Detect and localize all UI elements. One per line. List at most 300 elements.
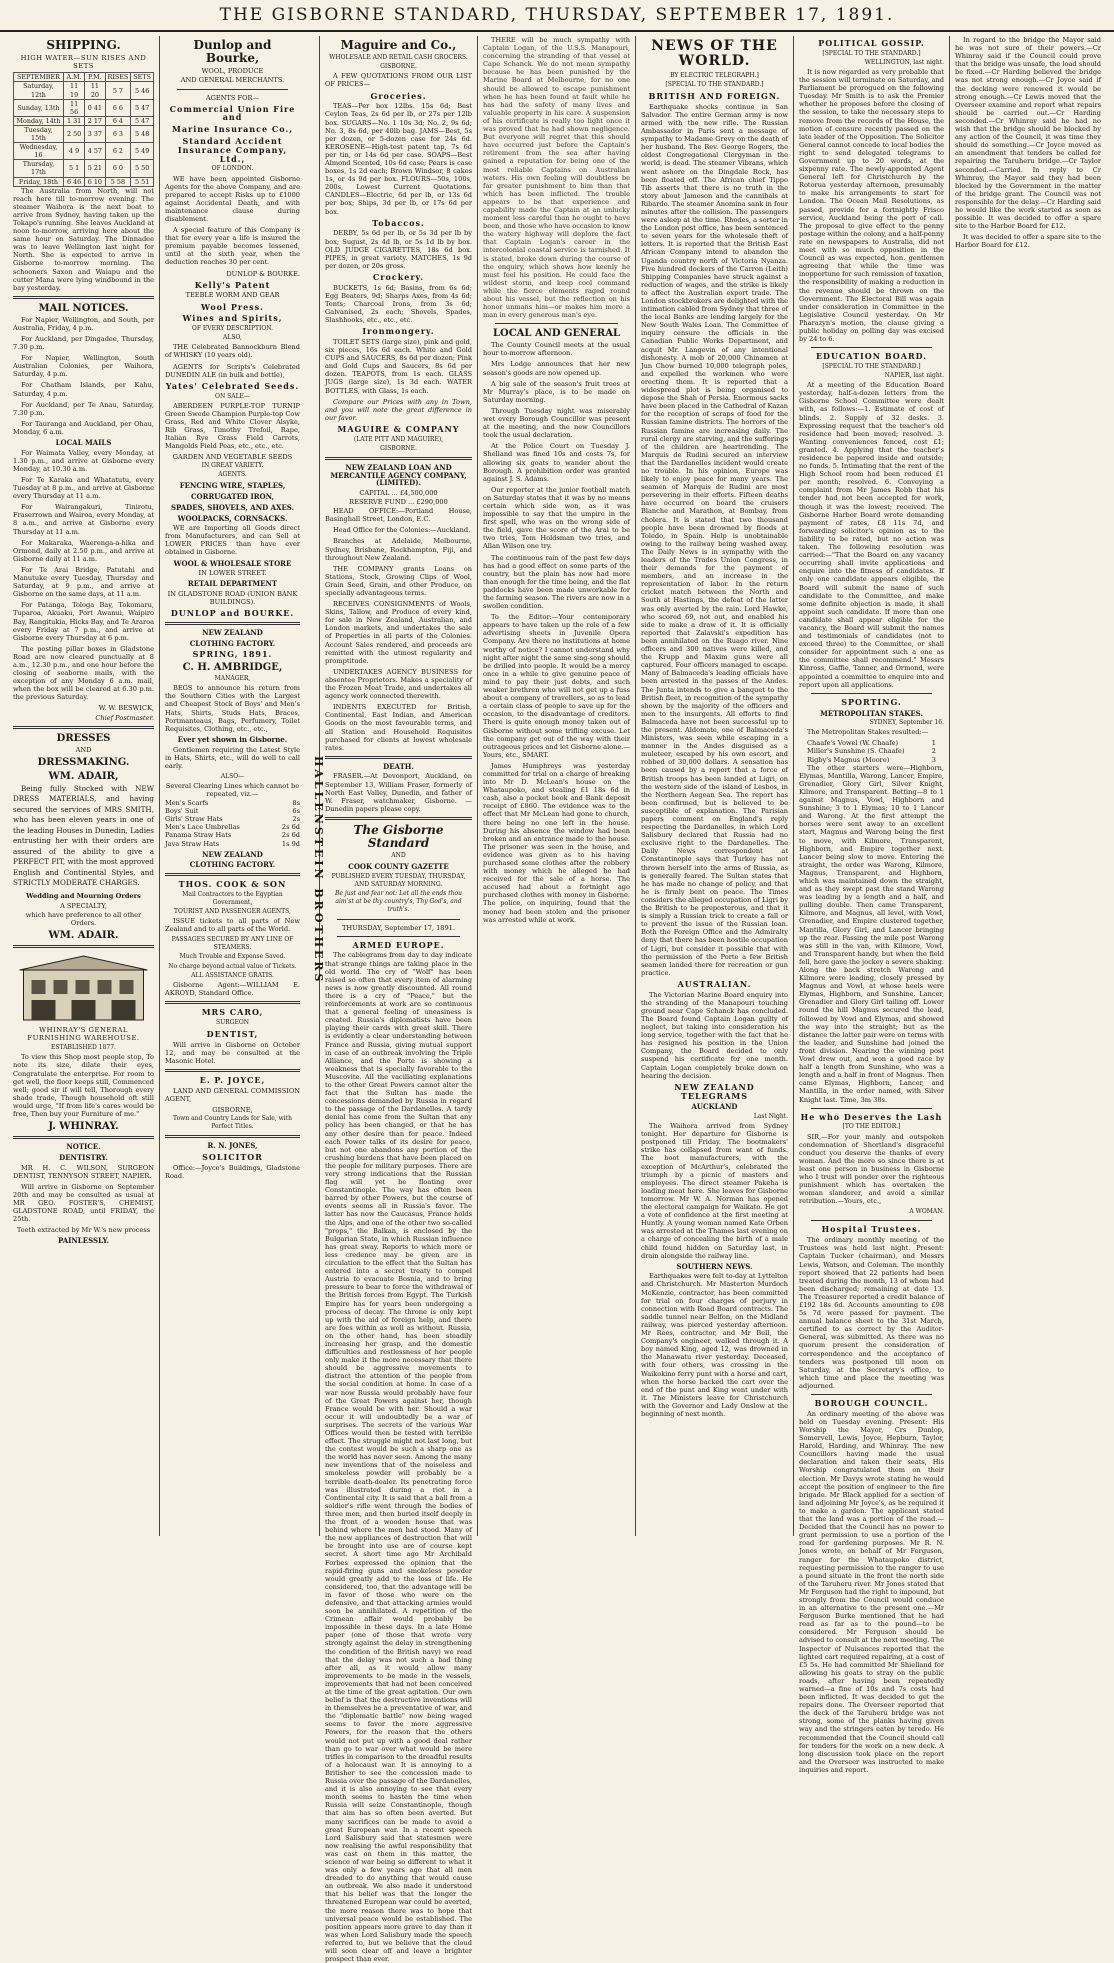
tide-cell: 1 31 — [63, 116, 84, 125]
list-item — [799, 739, 944, 747]
nzloan-reserve: RESERVE FUND ... £290,000 — [349, 498, 448, 507]
line-item-name: Java Straw Hats — [165, 839, 220, 848]
dunlop-store2: IN LOWER STREET. — [198, 569, 267, 578]
tide-cell: 5 49 — [131, 143, 154, 160]
adair-body: Being fully Stocked with NEW DRESS MATERIALS, and having secured the services of MRS SMITH, who has been eleven years in one of the leading Houses in Dunedin, Ladies entrusting her with their orders are assured of the ability to give a PERFECT FIT, with the most approved English and Continental Styles, and STRICTLY MODERATE CHARGES. — [13, 783, 154, 888]
nzloan-p1: THE COMPANY grants Loans on Stations, Stock, Growing Clips of Wool, Grain Seed, Grain, and other Produce, on specially advantageous terms. — [325, 564, 472, 598]
divider — [13, 726, 154, 729]
local-item: The County Council meets at the usual hour to-morrow afternoon. — [483, 341, 630, 358]
dentistry-body: MR H. C. WILSON, SURGEON DENTIST, TENNYSON STREET, NAPIER. — [13, 1163, 154, 1180]
dunlop-marine: Marine Insurance Co., — [172, 124, 293, 135]
divider — [325, 817, 472, 820]
list-item — [165, 823, 300, 831]
maguire-crockery-text: BUCKETS, 1s 6d; Basins, from 6s 6d; Egg Beaters, 9d; Sharps Axes, from 4s 6d; Tents; Charcoal Irons, from 3s 6d; Galvanised, 2s each; Shovels, Spades, Slashhooks, etc., etc., etc. — [325, 283, 472, 325]
maguire-gisborne: GISBORNE. — [380, 444, 417, 452]
tide-cell: 3 37 — [85, 125, 105, 142]
tide-cell: 5 1 — [63, 160, 84, 177]
local-item: Mrs Lodge announces that her new season's goods are now opened up. — [483, 360, 630, 377]
adair-dresses: DRESSES — [56, 732, 111, 744]
adair-specialty: A SPECIALTY, — [60, 901, 107, 910]
tide-cell: 5 47 — [131, 99, 154, 116]
table-row — [14, 160, 154, 177]
paper-pub: PUBLISHED EVERY TUESDAY, THURSDAY, AND SATURDAY MORNING. — [331, 873, 466, 889]
result-place: 1 — [931, 739, 936, 748]
maguire-groceries: Groceries. — [370, 90, 427, 101]
result-horse: Miller's Sunshine (S. Chaafe) — [807, 747, 905, 756]
dentistry-teeth: Teeth extracted by Mr W.'s new process — [16, 1226, 151, 1235]
tide-cell: Thursday, 17th — [14, 160, 64, 177]
political-special: [SPECIAL TO THE STANDARD.] — [822, 49, 921, 57]
dunlop-standard: Standard Accident Insurance Company, Ltd., — [177, 136, 288, 164]
paper-sub: COOK COUNTY GAZETTE — [348, 862, 449, 872]
cook-trouble: Much Trouble and Expense Saved. — [179, 953, 286, 961]
tide-cell: 4 57 — [85, 143, 105, 160]
mail-signature: W. W. BESWICK, — [98, 704, 154, 713]
line-item-price: 6s — [292, 807, 300, 816]
sporting-dateline: SYDNEY, September 16. — [869, 719, 944, 727]
list-item — [165, 840, 300, 848]
europe-text: The cablegrams from day to day indicate that strange things are taking place in the old world. The cry of "Wolf" has been raised so often that every item of alarming news is now greatly discounted. All round there is a cry of "Peace," but the reinforcements at work are so continuous that a general feeling of uneasiness is created. Russia's diplomatists have been playing their cards with great skill. There is evidently a clear understanding between France and Russia, giving mutual support in case of an outbreak involving the Triple Alliance, and the Porte is showing a weakness that is specially favorable to the Muscovite. All the vacillating explanations to the other Great Powers cannot alter the fact that the Sultan has made the concessions demanded by Russia in regard to the passage of the Dardanelles. A tardy denial has come from the Sultan that any policy has been changed, or that he has any other desire than for peace. Indeed each Power talks of its desire for peace, but not one abandons any portion of the crushing burdens that have been placed on the people for military purposes. There are very strong indications that the Russian flag will yet be floating over Constantinople. The way has often been barred by other Powers, but the course of events seems all in Russia's favor. The latter has now the Caucasus, France holds the Alps, and one of the other two so-called "props," the Balkan, is enclosed by the Bulgarian State, in which Russian influence has great sway. Reports to which more or less credence may be given are in circulation to the effect that the Sultan has entered into a secret treaty to compel Austria to evacuate Bosnia, and to bring pressure to bear to force the withdrawal of the British forces from Egypt. The Turkish Empire has for years been undergoing a process of decay. The throne is only kept up with the aid of foreign help, and there are foes within as well as without. Russia, on the other hand, has been steadily increasing her grasp, and the domestic difficulties and restlessness of her people only make it the more necessary that there should be aggressive movements to distract the attention of the people from the social condition at home. In case of a war now Russia would probably have four of the Great Powers against her, though France would be with her. Should a war occur it will undoubtedly be a war of surprises. The secrets of the various War Offices would then be tested with terrible effect. The struggle might not last long, but the contest would be such a sharp one as the world has never seen. Among the many new inventions that of the noiseless and smokeless powder will probably be a terrible death-dealer. Its penetrating force was illustrated during a riot in a Continental city. It is said that a ball from a soldier's rifle went through the bodies of three men, and then buried itself deeply in the front of a wooden house that was behind where the men had stood. Many of the new appliances of destruction that will be brought into use are of course kept secret. A short time ago Mr Archibald Forbes expressed the opinion that the rapid-firing guns and smokeless powder would greatly add to the loss of life. He considered, too, that the advantage will be in favor of those who were on the defensive, and that attacking armies would soon be annihilated. A repetition of the Crimean affair would probably be impossible in these days. In a late Home paper (one of those that wrote very strongly against the delay in strengthening the condition of the British navy) we read that the delay was not such a bad thing after all, as it would allow many improvements to be made in the vessels, improvements that had not been conceived at the time of the great agitation. Our own belief is that the destructive inventions will in themselves be a preventative of war, and the "diplomatic battle" now being waged seems to favor the more aggressive Powers, for the reason that the others would not put up with a good deal rather than go to war over what would be mere trifles in comparison to the dreadful results of a holocaust war. It is annoying to a Britisher to see the concession made to Russia over the passage of the Dardanelles, and it is also annoying to see that every month seems to hasten the time when Russia will seize Constantinople, though that aim has so often been averted. But many sacrifices can be made to avoid a great European war. In a recent speech Lord Salisbury said that statesmen were now realising the awful responsibility that was cast on them in this matter, the science of war being so different to what it was only a few years ago that all men dreaded to do anything that would cause an outbreak. We also made it understood that his belief was that the longer the threatened European war could be averted, the more reason there was to hope that universal peace would be established. The position appears more grave to day than it was when Lord Salisbury made the speech referred to, but we believe that the cloud will soon clear off and leave a brighter prospect than ever. — [325, 951, 472, 1963]
table-row — [14, 99, 154, 116]
dunlop-p1: WE have been appointed Gisborne Agents for the above Company, and are prepared to accept Risks up to £1000 against Accidental Death, and with maintenance clause during disablement. — [165, 174, 300, 223]
news-australian: AUSTRALIAN. — [677, 978, 752, 989]
nzloan-p2: RECEIVES CONSIGNMENTS of Wools, Skins, Tallow, and Produce of every kind, for sale in New Zealand, Australian, and London markets, and undertakes the sale of Properties in all parts of the Colonies. Account Sales rendered, and proceeds are remitted with the utmost regularity and promptitude. — [325, 600, 472, 665]
divider — [337, 936, 460, 937]
adair-which: which have preference to all other Orders. — [25, 910, 142, 927]
tide-cell: Saturday, 12th — [14, 82, 64, 99]
news-south-text: Earthquakes were felt to-day at Lyttelton and Christchurch. Mr Masterton Murdoch McKenzie, contractor, has been committed for trial on four charges of perjury in connection with Road Board contracts. The saddle tunnel near Belfon, on the Midland railway, was pierced yesterday afternoon. Mr Rees, contractor, and Mr Bell, the Company's engineer, walked through it. A boy named King, aged 12, was drowned in the Manawatu river yesterday. Deceased, with four others, was crossing in the Waikokino ferry punt with a horse and cart, when the horse backed the cart over the end of the punt and King went under with it. The Ministers leave for Christchurch with the Governor and Lady Onslow at the beginning of next month. — [641, 1272, 788, 1418]
political-title: POLITICAL GOSSIP. — [818, 38, 925, 48]
dunlop-agents2: AGENTS for Scripts's Celebrated DUNEDIN ALE (in bulk and bottle), — [165, 362, 300, 379]
maguire-tobaccos: Tobaccos. — [372, 217, 425, 228]
nzclothing-manager: MANAGER, — [214, 675, 251, 683]
dunlop-title: Dunlop and Bourke, — [193, 38, 272, 66]
nzloan-title: NEW ZEALAND LOAN AND MERCANTILE AGENCY COMPANY, (LIMITED). — [330, 462, 467, 488]
hospital-title: Hospital Trustees. — [821, 1224, 922, 1235]
dunlop-agents: AGENTS FOR— — [205, 93, 260, 102]
maguire-compare: Compare our Prices with any in Town, and you will note the great difference in our favor. — [325, 397, 472, 422]
local-mail-item: For Makaraka, Waerenga-a-hika and Ormond, daily at 2.50 p.m., and arrive at Gisborne daily at 11 a.m. — [13, 538, 154, 563]
divider — [811, 1108, 932, 1109]
list-item — [799, 747, 944, 755]
dunlop-commercial: Commercial Union Fire and — [169, 103, 296, 123]
divider — [811, 693, 932, 694]
tide-cell: Monday, 14th — [14, 116, 64, 125]
local-title: LOCAL AND GENERAL — [492, 328, 621, 340]
dunlop-kellys: Kelly's Patent — [194, 279, 271, 290]
table-row — [14, 116, 154, 125]
news-title: NEWS OF THE WORLD. — [651, 38, 778, 70]
dunlop-yates: Yates' Celebrated Seeds. — [165, 380, 300, 391]
column-7 — [950, 36, 1106, 1536]
tide-header: A.M. — [63, 73, 84, 82]
maguire-tobacco-text: DERBY, 5s 6d per lb, or 5s 3d per lb by box; Sugust, 2s 4d lb, or 5s 1d lb by box. OLD JUDGE CIGARETTES, 18s 6d box. PIPES, in great variety. MATCHES, 1s 9d per dozen, or 20s gross. — [325, 229, 472, 270]
divider — [811, 1220, 932, 1221]
dunlop-onsale: ON SALE— — [215, 392, 250, 400]
education-special: [SPECIAL TO THE STANDARD.] — [822, 362, 921, 370]
divider — [495, 323, 618, 324]
list-item — [165, 831, 300, 839]
maguire-few: A FEW QUOTATIONS FROM OUR LIST OF PRICES— — [325, 72, 472, 89]
divider — [165, 1069, 300, 1072]
nzclothing-body: BEGS to announce his return from the Southern Cities with the Largest and Cheapest Stock of Boys' and Men's Hats, Shirts, Studs Hats, Braces, Portmanteaus, Bags, Perfumery, Toilet Requisites, Clothing, etc., etc., — [165, 684, 300, 733]
tide-cell: 5 7 — [105, 82, 131, 99]
news-aus-text: The Victorian Marine Board enquiry into the stranding of the Manapouri touching ground near Cape Schanck has concluded. The Board found Captain Logan guilty of neglect, but taking into consideration his long service, together with the fact that he has resigned his position in the Union Company, the Board decided to only suspend his certificate for one month. Captain Logan completely broke down on hearing the decision. — [641, 990, 788, 1080]
political-dateline: WELLINGTON, last night. — [864, 58, 944, 66]
nzclothing-ever: Ever yet shown in Gisborne. — [177, 734, 288, 744]
lash-to: [TO THE EDITOR.] — [842, 1123, 901, 1131]
tide-cell: 5 47 — [131, 116, 154, 125]
tide-cell: 5 46 — [131, 82, 154, 99]
local-mail-item: For Patanga, Tologa Bay, Tokomaru, Tuparoa, Akuaku, Port Awanui, Waipiro Bay, Rangitukia, Hicks Bay, and Te Araroa every Friday at 7 p.m., and arrive at Gisborne every Thursday at 6 p.m. — [13, 601, 154, 642]
dunlop-london: OF LONDON. — [211, 165, 254, 173]
masthead: THE GISBORNE STANDARD, THURSDAY, SEPTEMBER 17, 1891. — [0, 0, 1114, 32]
sporting-sub: METROPOLITAN STAKES. — [820, 708, 923, 718]
shipping-text: The Australia from North, will not reach here till to-morrow evening. The steamer Waihora is the next boat to arrive from Sydney, having taken up the Tokapo's running. She leaves Auckland at noon to-morrow, arriving here about the same hour on Saturday. The Dinnadee was to leave Wellington last night for North. She is expected to arrive in Gisborne to-morrow morning. The schooners Saxon and Waiapu and the cutter Mana were lying windbound in the bay yesterday. — [13, 186, 154, 292]
whinray-established: ESTABLISHED 1877. — [51, 1044, 116, 1052]
joyce-town: GISBORNE, — [212, 1105, 253, 1114]
tide-header: SEPTEMBER — [14, 73, 64, 82]
divider — [811, 1394, 932, 1395]
dunlop-wool: WOOL, PRODUCE — [201, 67, 264, 76]
dunlop-whisky: THE Celebrated Bannockburn Blend of WHISKY (10 years old). — [165, 343, 300, 360]
line-item-name: Panama Straw Hats — [165, 831, 232, 840]
news-auckland: AUCKLAND — [691, 1102, 738, 1112]
education-dateline: NAPIER, last night. — [884, 372, 944, 380]
dunlop-general: AND GENERAL MERCHANTS. — [180, 76, 285, 85]
divider — [13, 296, 154, 299]
tide-cell: 6 10 — [85, 177, 105, 186]
line-item-price: 1s 9d — [281, 839, 300, 848]
divider — [13, 945, 154, 948]
nzclothing-spring: SPRING, 1891. — [192, 649, 273, 660]
tide-cell: 5 21 — [85, 160, 105, 177]
nzclothing-sub: CLOTHING FACTORY. — [189, 638, 276, 648]
mail-item: For Tauranga and Auckland, per Ohau, Monday, 6 a.m. — [13, 419, 154, 436]
education-title: EDUCATION BOARD. — [815, 351, 928, 362]
tide-cell: 6 0 — [105, 160, 131, 177]
list-item — [799, 756, 944, 764]
dentistry-notice: NOTICE. — [66, 1142, 101, 1152]
mail-item: For Auckland, per Te Anau, Saturday, 7.30 p.m. — [13, 400, 154, 417]
joyce-body: LAND AND GENERAL COMMISSION AGENT, — [165, 1086, 300, 1103]
adair-and: AND — [75, 745, 92, 754]
caro-title: MRS CARO, — [201, 1006, 264, 1017]
result-horse: Chaafe's Vowel (W. Chaafe) — [807, 739, 899, 748]
mail-signature-title: Chief Postmaster. — [95, 713, 154, 722]
dunlop-also: ALSO, — [223, 334, 242, 342]
tide-cell: 5 51 — [131, 177, 154, 186]
tide-cell: 2 50 — [63, 125, 84, 142]
nzloan-p3: UNDERTAKES AGENCY BUSINESS for absentee Proprietors. Makes a speciality of the Frozen Meat Trade, and undertakes all agency work connected therewith. — [325, 667, 472, 701]
column-3 — [320, 36, 478, 1963]
result-place: 2 — [931, 747, 936, 756]
tide-cell: Tuesday, 15th — [14, 125, 64, 142]
sporting-intro: The Metropolitan Stakes resulted:— — [807, 728, 929, 737]
tide-cell: 6 2 — [105, 143, 131, 160]
columns — [8, 36, 1106, 1963]
dunlop-corrugated: CORRUGATED IRON, — [190, 492, 275, 502]
cook-passage: PASSAGES SECURED BY ANY LINE OF STEAMERS. — [171, 936, 294, 952]
news-auck-text: The Waihora arrived from Sydney tonight. Her departure for Gisborne is postponed till Friday. The bootmakers' strike has collapsed from want of funds. The boot manufacturers, with the exception of McArthur's, celebrated the triumph by a picnic of masters and employees. The direct steamer Pakeha is loading meat here. She leaves for Gisborne tomorrow. Mr W. A. Norman has opened the electoral campaign for Waikato. He got a vote of confidence at the first meeting at Huntly. A young woman named Kate Orben was arrested at the Thames last evening on a charge of concealing the birth of a male child found hidden on Saturday last, in drain alongside the railway line. — [641, 1122, 788, 1260]
maguire-title: Maguire and Co., — [340, 38, 457, 52]
sporting-results — [799, 739, 944, 763]
local-item: James Humphreys was yesterday committed for trial on a charge of breaking into Mr D. McLean's house on the Whataupoko, and stealing £1 18s 6d in cash, also a pocket book and Bank deposit receipt of £860. The evidence was to the effect that Mr McLean had gone to church, there being no one left in the house. During his absence the window had been broken and an entrance made to the house. The prisoner was seen in the house, and evidence was given as to his having purchased some clothes after the robbery with money which he alleged he had received for the sale of a horse. The accused had about a fortnight ago purchased clothes with money in Gisborne. The police, on inquiring, found that the money had been stolen and the prisoner was arrested while at work. — [483, 761, 630, 924]
divider — [165, 1135, 300, 1138]
cook-agent: Gisborne Agent:—WILLIAM E. AKROYD, Standard Office. — [165, 980, 300, 997]
news-last-night: Last Night. — [753, 1113, 788, 1120]
local-mail-item: For Wairangakuri, Tinirotu, Fraserrown and Wairoa, every Monday, at 8 a.m., and arrive at Gisborne every Thursday at 11 a.m. — [13, 503, 154, 536]
line-item-name: Girls' Straw Hats — [165, 815, 223, 824]
dunlop-store1: WOOL & WHOLESALE STORE — [173, 558, 292, 568]
tide-cell: 6 46 — [63, 177, 84, 186]
line-item-price: 2s 6d — [281, 823, 300, 832]
mail-item: For Napier, Wellington, South Australian Colonies, per Waihora, Saturday, 4 p.m. — [13, 354, 154, 379]
cook-charge: No charge beyond actual value of Tickets. — [168, 962, 297, 970]
divider — [337, 919, 460, 920]
dunlop-import: WE are Importing all Goods direct from Manufacturers, and can Sell at LOWER PRICES than have ever obtained in Gisborne. — [165, 524, 300, 557]
tide-cell: Friday, 18th — [14, 177, 64, 186]
divider — [165, 1001, 300, 1004]
maguire-sub: WHOLESALE AND RETAIL CASH GROCERS. — [329, 54, 468, 62]
borough-text: An ordinary meeting of the above was held on Tuesday evening. Present: His Worship the Mayor, Crs Dunlop, Somervell, Lewis, Joyce, Hepburn, Taylor, Harold, Harding, and Whinray. The new Councillors having made the usual declaration and taken their seats, His Worship congratulated them on their election. Mr Davys wrote stating he would accept the position of engineer to the fire brigade. Mr Black applied for a section of land adjoining Mr Joyce's, as he required it to make a garden. The applicant stated that the land was a portion of the road.—Decided that the Council has no power to grant permission to use a portion of the road for gardening purposes. Mr R. N. Jones wrote, on behalf of Mr Ferguson, ranger for the Whataupoko district, requesting permission to the ranger to use a pound situate in the front the north side of the Taruheru river. Mr Jones stated that Mr Ferguson had the right to impound, but strongly from the Council would conduce in an alternative to the present one.—Mr Ferguson Burke mentioned that he had read as far as to the pound—to be considered. Mr Ferguson should be advised to consult at the next meeting. The Inspector of Nuisances reported that the lighted cart required repairing, at a cost of £5 5s. He had committed Mr Shielland for allowing his goats to stray on the public roads, after having been repeatedly warned—a fine of 10s and 7s costs had been inflicted. It was decided to get the repairs done. The Overseer reported that the deck of the Taruheru bridge was not strong, some of the planks having given way and the stringers eaten by teredo. He recommended that the Council should call for tenders for the work on a new deck. A long discussion took place on the report and the Overseer was instructed to make inquiries and report. — [799, 1409, 944, 1774]
borough-final: It was decided to offer a spare site to the Harbor Board for £12. — [955, 233, 1101, 250]
nzclothing-also: ALSO— — [220, 772, 245, 780]
shipping-title: SHIPPING. — [46, 38, 121, 52]
tide-cell: 4 9 — [63, 143, 84, 160]
local-item: To the Editor:—Your contemporary appears to have taken up the role of a few advertising sheets in Juvenile Opera Company. Are there no institutions at home worthy of notice? I cannot understand why night after night the same sing-song should be drilled into people. It would be a mercy once in a while to give genuine peace of mind to pay their just debts, and such weaker brethren who will not get up a fuss about a company of travellers, so as to lead a certain class of people to save up for the occasion, to the disadvantage of creditors. There is quite enough money taken out of Gisborne without some trifling excuse. Let the company get out of the way with their outrageous prices and let Gisborne alone.—Yours, etc., SMART. — [483, 613, 630, 759]
divider — [811, 347, 932, 348]
tide-cell: Wednesday, 16 — [14, 143, 64, 160]
tide-cell: 5 58 — [105, 177, 131, 186]
dunlop-every: OF EVERY DESCRIPTION. — [191, 325, 274, 333]
jones-sol: SOLICITOR — [202, 1151, 263, 1162]
tide-cell: 6 4 — [105, 116, 131, 125]
nzclothing-title: NEW ZEALAND — [202, 628, 263, 638]
paper-date: THURSDAY, September 17, 1891. — [342, 923, 455, 932]
maguire-grocery-text: TEAS—Per box 12lbs. 15s 6d; Best Ceylon Teas, 2s 6d per lb, or 27s per 12lb box. SUGARS—No. 1 10s 3d; No. 2, 9s 6d; No. 3, 8s 6d, per 40lb bag. JAMS—Best, 5s per dozen, or 5-dozen case for 24s 6d. KEROSENE—High-test patent tap, 7s 6d per tin, or 14s 6d per case. SOAPS—Best Almond Scented, 10s 6d case; Pears is case boxes, 1s 2d each; Brown Windsor, 8 cakes 1s, or 4s 9d per box. FLOURS—50s, 100s, 200s, Lowest Current Quotations. CANDLES—Electric, 6d per lb, or 13s 6d per box; Ships, 3d per lb, or 17s 6d per box. — [325, 102, 472, 216]
whinray-sign: J. WHINRAY. — [48, 1121, 119, 1133]
result-horse: Rigby's Magnus (Moore) — [807, 755, 890, 764]
death-title: DEATH. — [383, 761, 414, 771]
line-item-price: 8s — [292, 799, 300, 808]
dunlop-fencing: FENCING WIRE, STAPLES, — [179, 481, 286, 491]
maguire-place: GISBORNE. — [380, 63, 417, 71]
nzloan-capital: CAPITAL ... £4,500,000 — [359, 488, 438, 497]
nzclothing-sub2: CLOTHING FACTORY. — [189, 860, 276, 870]
clearing-lines — [165, 799, 300, 848]
list-item — [165, 807, 300, 815]
line-item-price: 2s 6d — [281, 831, 300, 840]
table-row — [14, 177, 154, 186]
tide-cell: 11 19 — [63, 82, 84, 99]
dunlop-p2: A special feature of this Company is that for every year a life is insured the premium payable becomes lessened, until at the sixth year, when the deduction reaches 30 per cent. — [165, 226, 300, 267]
tide-table — [13, 72, 154, 186]
caro-dentist: DENTIST, — [206, 1028, 259, 1039]
list-item — [165, 799, 300, 807]
local-mail-item: For Te Karaka and Whatatutu, every Tuesday at 8 p.m., and arrive at Gisborne every Thursday at 11 a.m. — [13, 476, 154, 501]
cook-sub: Mail Contractors to the Egyptian Government, — [182, 890, 283, 906]
jones-title: R. N. JONES, — [207, 1141, 258, 1151]
whinray-body: To view this Shop most people stop, To note its size, dilate their eyes, Congratulate the enterprise. For room to get well, the floor keeps still, Commenced well; good sir if will tell, Thorough every shade trade, Though household oft still would urge, "If from life's cares would be free, Then buy your Furniture of me." — [13, 1053, 154, 1119]
column-5 — [636, 36, 794, 1536]
adair-sign: WM. ADAIR. — [48, 930, 119, 942]
cook-body: ISSUE tickets to all parts of New Zealand and to all parts of the World. — [165, 917, 300, 934]
local-item: Through Tuesday night was miserably wet every Borough Councillor was present at the meeting, and the new Councillors took the usual declaration. — [483, 406, 630, 440]
dunlop-woolpacks: WOOLPACKS, CORNSACKS. — [177, 513, 288, 523]
paper-title: The Gisborne Standard — [353, 822, 444, 851]
joyce-sale: Town and Country Lands for Sale, with Perfect Titles. — [173, 1115, 292, 1131]
hospital-text: The ordinary monthly meeting of the Trustees was held last night. Present: Captain Tucker (chairman), and Messrs Lewis, Watson, and Coleman. The monthly report showed that 22 patients had been treated during the month, 13 of whom had been discharged; remaining at date 13. The Treasurer reported a credit balance of £192 18s 6d. Accounts amounting to £98 5s 7d were passed for payment. The annual balance sheet to the 31st March, certified to as correct by the Auditor-General, was submitted. As there was no quorum present the consideration of correspondence and the acceptance of tenders was postponed till noon on Saturday, at the Secretary's office, to which time and place the meeting was adjourned. — [799, 1236, 944, 1390]
column-6 — [794, 36, 950, 1774]
lash-title: He who Deserves the Lash — [800, 1111, 943, 1122]
column-1 — [8, 36, 160, 1536]
dunlop-agents3: AGENTS. — [218, 471, 247, 479]
dunlop-spades: SPADES, SHOVELS, AND AXES. — [170, 502, 295, 512]
tide-cell: 6 6 — [105, 99, 131, 116]
nzclothing-gentlemen: Gentlemen requiring the Latest Style in Hats, Shirts, etc., will do well to call early. — [165, 745, 300, 770]
divider — [325, 756, 472, 759]
result-place: 3 — [931, 755, 936, 764]
shipping-subtitle: HIGH WATER—SUN RISES AND SETS — [20, 54, 147, 71]
nzloan-head: HEAD OFFICE:—Portland House, Basinghall Street, London, E.C. — [325, 507, 472, 524]
line-item-name: Men's Scarfs — [165, 799, 209, 808]
nzclothing-name: C. H. AMBRIDGE, — [182, 662, 283, 674]
cook-gratis: ALL ASSISTANCE GRATIS. — [191, 971, 274, 979]
dunlop-variety: IN GREAT VARIETY. — [201, 462, 264, 470]
political-text: It is now regarded as very probable that the session will terminate on Saturday, and Parliament be prorogued on the following Tuesday. Mr Smith is to ask the Premier whether he proposes before the closing of the session, to take the necessary steps to remove from the records of the House, the motion of censure recently passed on the late leader of the Opposition. The Solicitor General cannot concede to local bodies the right to send delegated telegrams to Government up to 20 words, at the sixpenny rate. The newly-appointed Agent General left for Christchurch by the Rotorua yesterday afternoon, presumably to make his arrangements to start for London. The Ocean Mail Resolutions, as passed, provide for a fortnightly Frisco service, Auckland being the port of call. The proposal to give effect to the penny postage within the colony, and a half-penny rate on newspapers to Australia, did not meet with so much opposition in the Council as was expected, hon. gentlemen agreeing that while the time was inopportune for such remission of taxation, the responsibility of making a reduction in the revenue should be thrown on the Government. The Electoral Bill was again under consideration in Committee in the Legislative Council yesterday. On Mr Pharazyn's motion, the clause giving a public holiday on polling day was excised by 24 to 6. — [799, 67, 944, 344]
mail-item: For Napier, Wellington, and South, per Australia, Friday, 4 p.m. — [13, 315, 154, 332]
adair-dressmaking: DRESSMAKING. — [37, 756, 130, 768]
local-item: At the Police Court on Tuesday J. Shelland was fined 10s and costs 7s, for allowing six goats to wander about the Borough. A prohibition order was granted against J. S. Adams. — [483, 442, 630, 483]
europe-title: ARMED EUROPE. — [352, 939, 445, 950]
dunlop-woolpress: Wool Press. — [201, 301, 264, 312]
tide-cell: 11 56 — [63, 99, 84, 116]
adair-name: WM. ADAIR, — [48, 770, 119, 782]
dunlop-final: DUNLOP and BOURKE. — [170, 608, 295, 619]
death-body: FRASER.—At Devonport, Auckland, on September 13, William Fraser, formerly of North East Valley, Dunedin, and father of W. Fraser, watchmaker, Gisborne. — Dunedin papers please copy. — [325, 772, 472, 813]
news-special: [SPECIAL TO THE STANDARD.] — [665, 80, 764, 88]
local-item: A big sale of the season's fruit trees at Mr Murray's place, is to be made on Saturday morning. — [483, 379, 630, 404]
line-item-name: Men's Lace Umbrellas — [165, 823, 240, 832]
borough-continued: In regard to the bridge the Mayor said he was not sure of their powers.—Cr Whinray said if the Council could prove that the bridge was unsafe, the load should be fixed.—Cr Harding believed the bridge was not strong enough.—Cr Joyce said if the decking were renewed it would be strong enough.—Cr Lewis moved that the Overseer examine and report what repairs should be carried out.—Cr Harding seconded.—Cr Whinray said he had no wish that the bridge should be blocked by any action of the Council, it was time they should do something.—Cr Joyce moved as an amendment that tenders be called for repairing the Taruheru bridge.—Cr Taylor seconded.—Carried. In reply to Cr Whinray, the Mayor said they had been blocked by the Government in the matter of the bridge grant. The Council was not responsible for the delay.—Cr Harding said he would like the work started as soon as possible. It was decided to offer a spare site to the Harbor Board for £12. — [955, 36, 1101, 231]
news-british: BRITISH AND FOREIGN. — [648, 90, 781, 101]
tide-header-row — [14, 73, 154, 82]
divider — [325, 457, 472, 460]
europe-continued: THERE will be much sympathy with Captain Logan, of the U.S.S. Manapouri, concerning the stranding of that vessel at Cape Schanck. We do not mean sympathy because he has been punished by the Marine Board at Melbourne, for no one should be allowed to escape punishment when he has been found at fault while he has had the safety of many lives and valuable property in his care. A suspension of his certificate is really too light once it was proved that he had shown negligence. But everyone will regret that this should have occurred just before the Captain's retirement from the sea after having gained a reputation for being one of the most reliable Captains on Australian waters. His own feeling will doubtless be far greater punishment to him than that which has been inflicted. The trouble appears to be that experience and capability made the Captain at an unlucky moment less careful than he ought to have been, and those who have occasion to know the watery highway will deplore the fact that Captain Logan's career in the intercolonial coastal service is tarnished. It is stated, broke down during the course of the enquiry, which shows how keenly he must feel his position. He could face the wildest storm, and keep cool command while the fierce elements raged round about his vessel, but the reflection on his honor unmans him—or makes him more a man in every generous man's eye. — [483, 36, 630, 320]
line-item-name: Boys' Suit — [165, 807, 199, 816]
tide-cell: 11 20 — [85, 82, 105, 99]
tide-cell: 2 17 — [85, 116, 105, 125]
dentistry-title: DENTISTRY. — [59, 1152, 108, 1162]
maguire-company: MAGUIRE & COMPANY — [337, 423, 460, 434]
tide-cell: 5 48 — [131, 125, 154, 142]
divider — [165, 622, 300, 625]
sporting-text: The other starters were—Highborn, Elymas, Mantilla, Warong, Lancer, Empire, Grenadier, Glory Girl, Silver Knight, Kilmore, and Transparent. Betting—8 to 1 against Magnus, Vowl, Highborn and Sunshine; 3 to 1 Elymas; 10 to 1 Lancer and Warong. At the first attempt the horses were sent away to an excellent start, Magnus and Warong being the first to move, with Kilmore, Transparent, Highborn, and Empire together next. Lancer being slow to move. Entering the straight, the order was Warong, Kilmore, Magnus, Transparent, and Highborn, which was maintained down the straight, and as they swept past the stand Warong was leading by a length and a half, and pulling double. Then came Transparent, Kilmore, and Magnus, all level, with Vowl, Grenadier, and Empire clustered together, Mantilla, Glory Girl, and Lancer bringing up the rear. Passing the mile post Warong was still in the van, with Kilmore, Vowl, and Transparent handy, but when the field fell, here gave the jockey a severe shaking. Along the back stretch Warong and Kilmore were leading, closely pressed by Magnus and Vowl, at whose heels were Elymas, Highborn, and Sunshine. Lancer, Grenadier and Glory Girl tailing off. Lower round the hill Magnus secured the lead, followed by Vowl and Elymas, and showed the way into the straight; but as the distance the latter pair were on terms with the leader, and Sunshine had joined the front division. Nearing the winning post Vowl drew out, and won a good race by half a length from Sunshine, who was a length and a half in front of Magnus. Then came Elymas, Highborn, Lancer, and Mantilla, in the order named, with Silver Knight last. Time, 3m 38s. — [799, 763, 944, 1104]
line-item-price: 2s — [292, 815, 300, 824]
local-item: The continuous rain of the past few days has had a good effect on some parts of the country, but the plain has now had more than enough for the time being, and the flat paddocks have been made unworkable for the farming season. The rivers are now in a swollen condition. — [483, 553, 630, 611]
caro-body: Will arrive in Gisborne on October 12, and may be consulted at the Masonic Hotel. — [165, 1040, 300, 1065]
local-item: Our reporter at the junior football match on Saturday states that it was by no means certain which side won, as it was impossible to say that the umpire in the first spell, who was on the wrong side of the field, gave the score of the Arai to be two tries, Tom Holdsman two tries, and Allan Wilson one try. — [483, 485, 630, 551]
maguire-late: (LATE PITT AND MAGUIRE), — [353, 435, 444, 443]
mail-item: For Auckland, per Dingadee, Thursday, 7.30 p.m. — [13, 335, 154, 352]
tide-cell: Sunday, 13th — [14, 99, 64, 116]
joyce-title: E. P. JOYCE, — [199, 1074, 266, 1085]
list-item — [165, 815, 300, 823]
tide-cell: 6 3 — [105, 125, 131, 142]
dunlop-wines: Wines and Spirits, — [182, 313, 283, 324]
divider — [177, 89, 288, 90]
jones-office: Office:—Joyce's Buildings, Gladstone Road. — [165, 1163, 300, 1180]
news-nztel: NEW ZEALAND TELEGRAMS — [674, 1081, 755, 1101]
warehouse-engraving — [13, 952, 154, 1024]
nzloan-p4: INDENTS EXECUTED for British, Continental, East Indian, and American Goods on the most favourable terms, and all Station and Household Requisites purchased for clients at lowest wholesale rates. — [325, 703, 472, 752]
maguire-ironmongery: Ironmongery. — [362, 326, 435, 337]
divider — [165, 873, 300, 876]
mail-item: For Chatham Islands, per Kahu, Saturday, 4 p.m. — [13, 381, 154, 398]
local-mail-item: For Waimata Valley, every Monday, at 1.30 p.m., and arrive at Gisborne every Monday, at 10.30 a.m. — [13, 448, 154, 473]
column-2-content — [165, 39, 300, 1180]
table-row — [14, 125, 154, 142]
local-mail-item: For Te Arai Bridge, Patutahi and Manutuke every Tuesday, Thursday and Saturday, at 9 p.m., and arrive at Gisborne on the same days, at 11 a.m. — [13, 565, 154, 599]
divider — [13, 1136, 154, 1139]
cook-title: THOS. COOK & SON — [178, 879, 287, 890]
table-row — [14, 143, 154, 160]
dunlop-gladstone: IN GLADSTONE ROAD (UNION BANK BUILDINGS). — [167, 590, 298, 607]
dunlop-retail: RETAIL DEPARTMENT — [187, 579, 278, 589]
news-british-text: Earthquake shocks continue in San Salvador. The entire German army is now armed with the new rifle. The Russian Ambassador in Paris sent a message of sympathy to Madame Grevy on the death of her husband. The Rev. George Rogers, the oldest Congregational Clergyman in the world, is dead. The steamer Vibrans, which went ashore on the Dingdale Rock, has been floated off. The African chief Tippo Tib asserts that there is no truth in the story about Jameson and the cannibals at Ribardo. The steamer Anomina sank in four minutes after the collision. The passengers were asleep at the time. Rhodes, a sorter in the London post office, has been sentenced to seven years for the wholesale theft of letters. It is reported that the British East African Company intend to abandon the Uganda country north of Victoria Nyanza. Five hundred dockers of the Carron (Leith) Shipping Companies have struck against a reduction of wages, and the strike is likely to affect the Australian export trade. The London stockbrokers are delighted with the intimation cabled from Sydney that three of the local Banks are lending largely for the New South Wales Loan. The Committee of inquiry censure the officials in the Canadian Public Works Department, and acquit Mr. Langevin of any intentional dishonesty. A mob of 20,000 Chinamen at Jun Chow burned 10,000 telegraph poles, and expelled the workmen who were erecting them. It is reported that a widespread plot is being organised to depose the Shah of Persia. Enormous sacks have been placed in the Cathedral of Kazan for the reception of scraps of food for the Russian famine districts. The horrors of the Russian famine are increasing daily. The rural clergy are starving, and the sufferings of the children are heartrending. The Marquis de Rudini secured an interview that the Dardanelles incident would create no trouble. In his opinion, Europe was likely to enjoy peace for many years. The seamen of Marquis de Rudini are most persevering in their efforts. Fifteen deaths have occurred on board the cruisers Blanche and Marathon, at Bombay, from cholera. It is stated that two thousand people have been drowned by floods at Toledo, in Spain. Help is unobtainable owing to the railway being washed away. The Daily News is in sympathy with the leaders of the Trades Union Congress, in their demands for the payment of members, and an increase in the representation of labor. In the return cricket match between the North and South at Hastings, the defeat of the latter was only averted by the rain. Lord Hawke, who scored 69, not out, and enabled his side to make a draw of it. It is officially reported that Zalavski's expedition has been annihilated on the Ruago river. Nine officers and 300 natives were killed, and the Krupp and Maxim guns were all captured. Four officers managed to escape. Many of Balmaceda's leading officials have been arrested in the passes of the Andes. The Junta intends to give a banquet to the British fleet, in recognition of the sympathy shown by the majority of the officers and men to the insurgents. All efforts to find Balmaceda have not been successful up to the present. Aldomate, one of Balmaceda's Ministers, was seen while escaping in a manner in the Andes disguised as a muleteer, escaped by his own escort, and robbed of 30,000 dollars. A sensation has been caused by a report that a force of British troops has been landed at Ligri, on the western side of the island of Lesbos, in the Northern Aegean Sea. The report has been confirmed, but is believed to be susceptible of explanation. The Parisian papers comment on England's reply respecting the Dardanelles, in which Lord Salisbury declared that Russia had no exclusive right to the Dardanelles. The Daily News correspondent at Constantinople says that Turkey has not thrown herself into the arms of Russia, as is generally feared. The Sultan states that he has made no change of policy, and that he is firmly bent on peace. The Times considers the alleged occupation of Ligri by the British to be preposterous, and that it is simply a Russian trick to create a fall or to prevent the issue of the Russian loan. Both the Foreign Office and the Admiralty deny that there has been hostile occupation of Ligri, but consider it possible that with the permission of the Porte a few British seamen landed there for recreation or gun practice. — [641, 102, 788, 977]
tide-header: RISES — [105, 73, 131, 82]
column-2 — [160, 36, 325, 1536]
adair-wedding: Wedding and Mourning Orders — [26, 891, 141, 900]
tide-header: SETS — [131, 73, 154, 82]
whinray-caption: WHINRAY'S GENERAL FURNISHING WAREHOUSE. — [27, 1026, 140, 1043]
local-mail-item: The posting pillar boxes in Gladstone Road are now cleared punctually at 8 a.m., 12.30 p.m., and one hour before the closing of seaborne mails, with the exception of any Monday 6 a.m. mail, when the box will be cleared at 6.30 p.m. the previous Saturday. — [13, 644, 154, 702]
tide-header: P.M. — [85, 73, 105, 82]
lash-sign: A WOMAN. — [909, 1208, 944, 1216]
nzclothing-title2: NEW ZEALAND — [202, 849, 263, 859]
dentistry-painless: PAINLESSLY. — [57, 1236, 110, 1246]
dunlop-garden: GARDEN AND VEGETABLE SEEDS — [172, 453, 293, 462]
dunlop-teeble: TEEBLE WORM AND GEAR — [185, 291, 280, 300]
news-by: BY ELECTRIC TELEGRAPH.] — [670, 71, 759, 79]
cook-tourist: TOURIST AND PASSENGER AGENTS, — [174, 908, 291, 916]
education-text: At a meeting of the Education Board yesterday, half-a-dozen letters from the Gisborne School Committee were dealt with, as follows:—1. Estimate of cost of blinds. 2. Supply of 32 desks. 3. Expressing request that the teacher's old residence had been moved; resolved. 3. Wanting conveniences fenced, cost £1; granted. 4. Applying that the teacher's residence be papered inside and outside; no funds. 5. Intimating that the rent of the High School room had been reduced £1 per month; resolved. 6. Conveying a complaint from Mr James Robb that his tender had not been accepted for work, though it was the lowest; received. The Gisborne Harbor Board wrote demanding payment of rates, £8 11s 7d, and forwarding solicitor's opinion as to the liability to be rated, but no action was taken. The following resolution was carried:—"That the Board on any vacancy occurring shall invite applications and enquire into the fitness of candidates. If only one candidate appears eligible, the Board will submit the name of such candidate to the Committee, and make some definite objection is made, it shall appoint such candidate. If more than one candidate shall appear eligible for the vacancy, the Board will submit the names and testimonials of candidates (not to exceed three) to the Committee, or shall consider for appointment such a one as the committee shall recommend." Messrs Kinross, Gaffie, Tanner, and Ormond, were appointed a committee to enquire into and report upon all applications. — [799, 381, 944, 689]
news-southern: SOUTHERN NEWS. — [676, 1261, 753, 1271]
borough-title: BOROUGH COUNCIL. — [814, 1398, 929, 1409]
caro-surgeon: SURGEON — [215, 1018, 250, 1026]
dentistry-will: Will arrive in Gisborne on September 20th and may be consulted as usual at MR GEO. FOSTER'S, CHEMIST, GLADSTONE ROAD, until FRIDAY, the 25th. — [13, 1182, 154, 1224]
tide-cell: 5 50 — [131, 160, 154, 177]
table-row — [14, 82, 154, 99]
hallenstein-sidebar: HALLENSTEIN BROTHERS — [312, 756, 325, 985]
paper-motto: Be just and fear not: Let all the ends thou aim'st at be thy country's, Thy God's, and truth's. — [334, 890, 463, 914]
nzloan-branches: Branches at Adelaide, Melbourne, Sydney, Brisbane, Rockhampton, Fiji, and throughout New Zealand. — [325, 537, 472, 562]
column-4 — [478, 36, 636, 1536]
tide-cell: 0 41 — [85, 99, 105, 116]
paper-and: AND — [391, 852, 406, 860]
sporting-title: SPORTING. — [841, 696, 902, 707]
dunlop-sign: DUNLOP & BOURKE. — [226, 269, 300, 278]
local-mails-title: LOCAL MAILS — [55, 438, 112, 448]
lash-text: SIR,—For your manly and outspoken condemnation of Shortland's disgraceful conduct you deserve the thanks of every woman. And the more so since there is at least one person in business in Gisborne who I trust will ponder over the righteous punishment which has overtaken the woman slanderer, and avoid a similar retribution.—Yours, etc., — [799, 1132, 944, 1206]
maguire-iron-text: TOILET SETS (large size), pink and gold, six pieces, 16s 6d each. White and Gold CUPS and SAUCERS, 8s 6d per dozen; Pink and Gold Cups and Saucers, 8s 6d per dozen. TEAPOTS, from 1s each. GLASS JUGS (large size), 1s 3d each. WATER BOTTLES, with Glass, 1s each. — [325, 338, 472, 395]
mail-title: MAIL NOTICES. — [38, 302, 129, 314]
nzclothing-several: Several Clearing Lines which cannot be repeated, viz.— — [165, 781, 300, 798]
maguire-crockery: Crockery. — [372, 271, 425, 282]
dunlop-seeds: ABERDEEN PURPLE-TOP TURNIP Green Swede Champion Purple-top Cow Grass, Red and White Clover Alsyke, Rib Grass, Timothy Trefoil, Rape, Italian Rye Grass Field Carrots, Mangolds Field Peas, etc., etc., etc. — [165, 401, 300, 451]
nzloan-colonies: Head Office for the Colonies:—Auckland. — [333, 526, 471, 535]
